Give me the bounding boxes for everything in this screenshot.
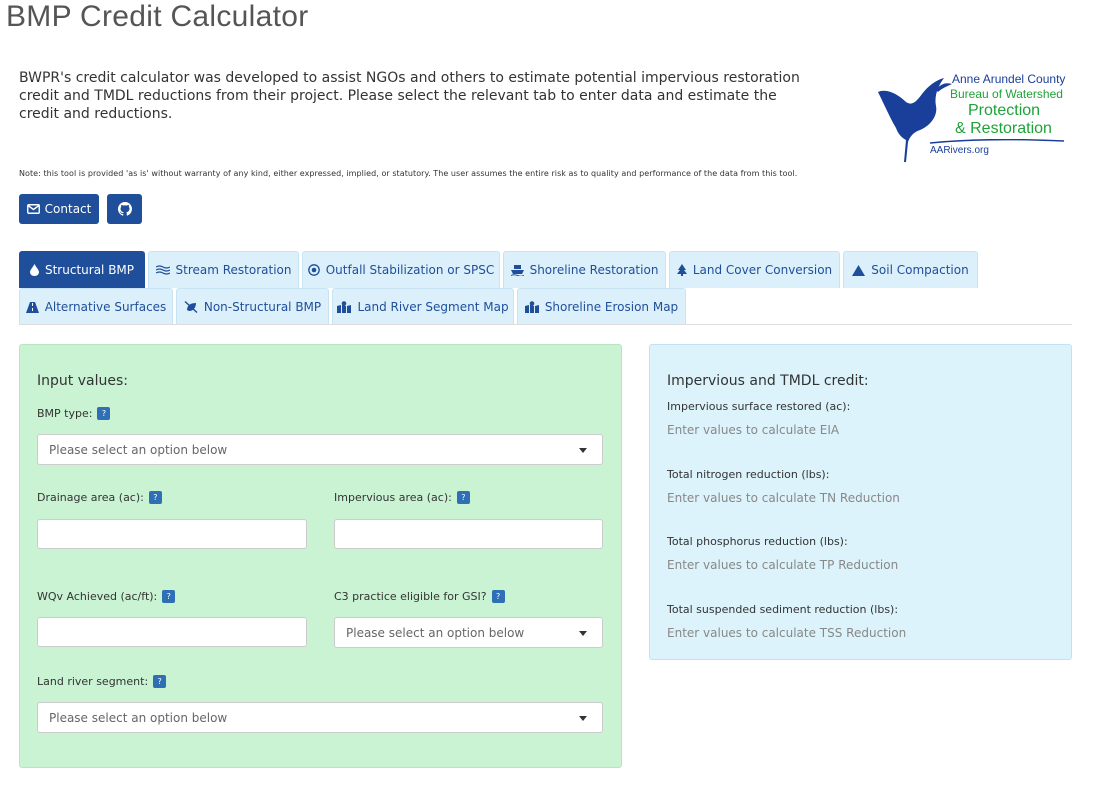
wqv-achieved-input[interactable] [37,617,307,647]
bmp-type-select-value: Please select an option below [49,442,228,457]
land-river-segment-help-icon[interactable]: ? [153,675,166,688]
nitrogen-reduction-value: Enter values to calculate TN Reduction [667,491,900,505]
c3-practice-select[interactable] [334,617,603,648]
droplet-icon [30,264,39,276]
tree-icon [677,264,687,276]
tab-label: Structural BMP [44,263,135,277]
road-icon [26,302,39,313]
land-river-segment-select-value: Please select an option below [49,710,228,725]
mountain-icon [852,265,865,276]
wqv-achieved-label-text: WQv Achieved (ac/ft): [37,590,158,603]
land-river-segment-label-text: Land river segment: [37,675,149,688]
no-leaf-icon [184,301,198,313]
dot-circle-icon [308,264,320,276]
tab-stream-restoration[interactable] [148,251,299,288]
logo-line-4: & Restoration [955,120,1052,137]
map-marked-icon [337,301,351,313]
intro-text: BWPR's credit calculator was developed to assist NGOs and others to estimate potential impervious restoration credit and TMDL reductions from their project. Please select the relevant tab to enter data and estimate the credit and reductions. [19,70,800,122]
bmp-type-label-text: BMP type: [37,407,93,420]
impervious-area-help-icon[interactable]: ? [457,491,470,504]
logo-line-1: Anne Arundel County [952,72,1066,86]
envelope-icon [27,204,40,214]
disclaimer-note: Note: this tool is provided 'as is' without warranty of any kind, either expressed, implied, or statutory. The user assumes the entire risk as to quality and performance of the data from this tool. [19,169,798,178]
tab-label: Stream Restoration [175,263,292,277]
tab-shoreline-restoration[interactable] [503,251,666,288]
map-marked-icon [525,301,539,313]
tabs-divider [19,324,1072,325]
tab-non-structural-bmp[interactable] [176,288,329,325]
c3-practice-help-icon[interactable]: ? [492,590,505,603]
wqv-achieved-help-icon[interactable]: ? [162,590,175,603]
contact-button[interactable] [19,194,99,224]
tab-row-2 [19,288,689,325]
impervious-area-label [334,491,470,504]
bmp-type-help-icon[interactable]: ? [97,407,110,420]
input-panel [19,344,622,768]
tab-land-river-segment-map[interactable] [332,288,514,325]
chevron-down-icon [579,448,587,453]
logo-line-3: Protection [968,102,1041,119]
tab-label: Outfall Stabilization or SPSC [325,263,495,277]
contact-button-label: Contact [44,202,92,216]
bmp-type-select[interactable] [37,434,603,465]
tab-soil-compaction[interactable] [843,251,978,288]
wqv-achieved-label [37,590,175,603]
tab-label: Shoreline Erosion Map [544,300,679,314]
impervious-area-label-text: Impervious area (ac): [334,491,452,504]
c3-practice-label-text: C3 practice eligible for GSI? [334,590,487,603]
tab-alternative-surfaces[interactable] [19,288,173,325]
tab-outfall-stabilization[interactable] [302,251,500,288]
tab-structural-bmp[interactable] [19,251,145,288]
tab-label: Land River Segment Map [357,300,509,314]
water-waves-icon [156,265,170,275]
output-panel [649,344,1072,660]
tab-label: Soil Compaction [871,263,969,277]
drainage-area-help-icon[interactable]: ? [149,491,162,504]
phosphorus-reduction-label: Total phosphorus reduction (lbs): [667,535,848,548]
github-button[interactable] [107,194,142,224]
tab-label: Shoreline Restoration [529,263,659,277]
logo-url: AARivers.org [930,145,989,156]
drainage-area-label [37,491,162,504]
tab-land-cover-conversion[interactable] [669,251,840,288]
output-heading: Impervious and TMDL credit: [667,373,869,389]
tab-shoreline-erosion-map[interactable] [517,288,686,325]
phosphorus-reduction-value: Enter values to calculate TP Reduction [667,558,899,572]
chevron-down-icon [579,631,587,636]
impervious-restored-value: Enter values to calculate EIA [667,423,840,437]
tab-row-1 [19,251,981,288]
c3-practice-label [334,590,505,603]
input-heading: Input values: [37,373,128,389]
drainage-area-input[interactable] [37,519,307,549]
page-title: BMP Credit Calculator [6,0,309,33]
land-river-segment-label [37,675,166,688]
land-river-segment-select[interactable] [37,702,603,733]
drainage-area-label-text: Drainage area (ac): [37,491,144,504]
tab-label: Alternative Surfaces [44,300,167,314]
impervious-area-input[interactable] [334,519,603,549]
ship-icon [511,264,524,276]
tab-label: Non-Structural BMP [203,300,322,314]
sediment-reduction-label: Total suspended sediment reduction (lbs): [667,603,899,616]
github-icon [118,202,132,216]
bmp-type-label [37,407,110,420]
sediment-reduction-value: Enter values to calculate TSS Reduction [667,626,907,640]
c3-practice-select-value: Please select an option below [346,625,525,640]
nitrogen-reduction-label: Total nitrogen reduction (lbs): [667,468,830,481]
impervious-restored-label: Impervious surface restored (ac): [667,400,851,413]
aarivers-logo [876,72,1066,164]
logo-line-2: Bureau of Watershed [950,87,1063,101]
chevron-down-icon [579,716,587,721]
tab-label: Land Cover Conversion [692,263,833,277]
